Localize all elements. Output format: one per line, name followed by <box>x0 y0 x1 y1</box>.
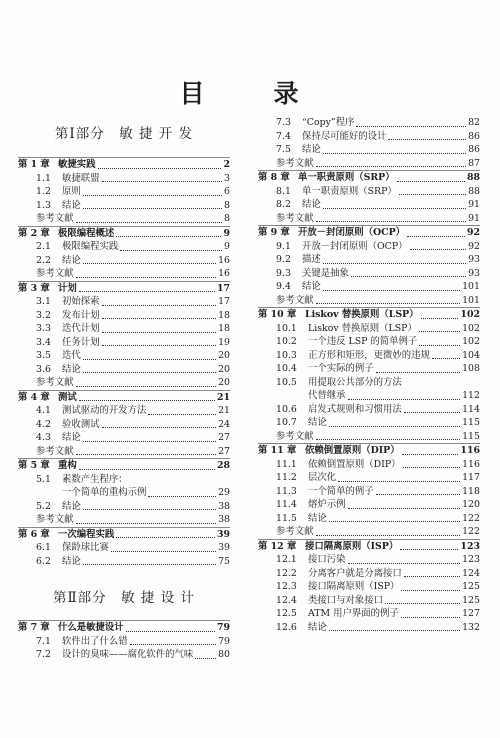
section-number: 11.5 <box>276 512 297 524</box>
toc-chapter[interactable] <box>18 459 230 473</box>
section-number: 10.5 <box>276 376 297 388</box>
section-number: 9.4 <box>276 281 291 292</box>
toc-right-column <box>258 116 480 634</box>
section-number: 6.2 <box>36 555 51 567</box>
page-number: 122 <box>462 526 480 537</box>
toc-section[interactable] <box>258 240 480 254</box>
page-number: 116 <box>460 445 480 456</box>
toc-chapter[interactable] <box>18 621 230 635</box>
page-number: 88 <box>468 185 480 197</box>
toc-references[interactable] <box>18 376 230 390</box>
section-title: 结论 <box>302 281 321 292</box>
page-number: 115 <box>462 430 480 442</box>
section-title: 类接口与对象接口 <box>308 594 384 606</box>
section-title: 熔炉示例 <box>308 499 346 510</box>
toc-references[interactable] <box>258 430 480 444</box>
references-title: 参考文献 <box>276 212 314 224</box>
section-title: 依赖倒置原则（DIP） <box>308 458 401 470</box>
page-number: 27 <box>218 445 230 457</box>
chapter-number: 第 2 章 <box>18 227 50 239</box>
page-number: 93 <box>468 254 480 265</box>
toc-references[interactable] <box>18 267 230 281</box>
chapter-title: 依赖倒置原则（DIP） <box>305 445 400 456</box>
page-number: 9 <box>223 227 230 239</box>
page-number: 75 <box>218 555 230 567</box>
chapter-title: 接口隔离原则（ISP） <box>305 540 399 552</box>
page-number: 79 <box>218 635 230 647</box>
section-title: 结论 <box>308 512 327 524</box>
section-title: 迭代计划 <box>62 323 100 334</box>
section-number: 1.1 <box>36 172 51 184</box>
toc-section[interactable] <box>18 322 230 336</box>
section-title: 一个简单的例子 <box>308 485 374 497</box>
section-title: 软件出了什么错 <box>62 635 128 647</box>
section-title: 素数产生程序： <box>62 473 128 485</box>
toc-section[interactable] <box>258 349 480 363</box>
toc-section[interactable] <box>258 553 480 567</box>
page-number: 91 <box>468 199 480 210</box>
section-title: 开放－封闭原则（OCP） <box>302 240 408 252</box>
section-title: 原则 <box>62 186 81 197</box>
section-number: 9.2 <box>276 254 291 265</box>
section-title: 发布计划 <box>62 309 100 321</box>
section-number: 1.2 <box>36 186 51 197</box>
section-number: 5.2 <box>36 500 51 512</box>
section-title: 接口隔离原则（ISP） <box>308 581 400 592</box>
chapter-title: 重构 <box>58 460 77 471</box>
section-title: 结论 <box>62 199 81 211</box>
page-number: 114 <box>462 403 480 415</box>
section-number: 3.5 <box>36 350 51 361</box>
toc-section[interactable] <box>18 254 230 268</box>
page-number: 29 <box>218 487 230 498</box>
page-number: 18 <box>218 309 230 321</box>
page-number: 87 <box>468 157 480 169</box>
section-number: 9.1 <box>276 240 291 252</box>
toc-section[interactable] <box>258 267 480 281</box>
page-number: 117 <box>462 472 480 483</box>
toc-section[interactable] <box>258 403 480 417</box>
page-number: 118 <box>462 485 480 497</box>
page-number: 123 <box>460 540 480 552</box>
section-title: 结论 <box>302 199 321 210</box>
toc-section[interactable] <box>258 594 480 608</box>
toc-references[interactable] <box>258 157 480 171</box>
section-number: 7.4 <box>276 130 291 142</box>
references-title: 参考文献 <box>36 514 74 525</box>
section-number: 7.5 <box>276 144 291 155</box>
toc-section[interactable] <box>258 458 480 472</box>
section-title: 极限编程实践 <box>62 241 119 252</box>
section-title: 验收测试 <box>62 418 100 430</box>
section-title: 描述 <box>302 254 321 265</box>
section-title: 保持尽可能好的设计 <box>302 130 387 142</box>
toc-section[interactable] <box>258 335 480 349</box>
page-number: 124 <box>462 567 480 579</box>
toc-section[interactable] <box>258 621 480 635</box>
section-number: 8.1 <box>276 185 291 197</box>
toc-section[interactable] <box>18 349 230 363</box>
page-number: 122 <box>462 512 480 524</box>
section-number: 3.6 <box>36 363 51 375</box>
toc-chapter[interactable] <box>18 528 230 542</box>
references-title: 参考文献 <box>36 377 74 388</box>
page-number: 17 <box>218 296 230 307</box>
part-heading: 第Ⅰ部分 敏 捷 开 发 <box>54 126 194 142</box>
page-number: 91 <box>468 212 480 224</box>
page-number: 86 <box>468 144 480 155</box>
toc-section[interactable] <box>258 116 480 130</box>
section-number: 6.1 <box>36 542 51 553</box>
section-number: 4.3 <box>36 432 51 443</box>
chapter-number: 第 8 章 <box>258 172 290 183</box>
toc-section[interactable] <box>258 512 480 526</box>
references-title: 参考文献 <box>36 213 74 224</box>
page-number: 108 <box>462 363 480 374</box>
section-number: 3.4 <box>36 336 51 348</box>
section-title: 用提取公共部分的方法 <box>308 376 402 388</box>
page-number: 18 <box>218 323 230 334</box>
toc-section[interactable] <box>18 404 230 418</box>
section-number: 10.7 <box>276 417 297 428</box>
section-title: 结论 <box>62 254 81 266</box>
page-number: 16 <box>218 254 230 266</box>
section-number: 3.1 <box>36 296 51 307</box>
page-number: 127 <box>462 608 480 619</box>
toc-chapter[interactable] <box>258 226 480 240</box>
section-title: 一个实际的例子 <box>308 363 374 374</box>
toc-section[interactable] <box>258 580 480 594</box>
page-number: 28 <box>216 460 230 471</box>
page-title: 目 录 <box>179 79 321 108</box>
toc-section[interactable] <box>18 363 230 377</box>
section-number: 12.2 <box>276 567 297 579</box>
page-number: 102 <box>460 309 480 320</box>
page-number: 38 <box>218 500 230 512</box>
chapter-number: 第 5 章 <box>18 460 50 471</box>
section-number: 2.2 <box>36 254 51 266</box>
page-number: 125 <box>462 594 480 606</box>
toc-chapter[interactable] <box>258 308 480 322</box>
section-title: 初始探索 <box>62 296 100 307</box>
references-title: 参考文献 <box>36 268 74 279</box>
toc-references[interactable] <box>18 212 230 226</box>
toc-references[interactable] <box>18 513 230 527</box>
section-number: 12.3 <box>276 581 297 592</box>
section-number: 11.2 <box>276 472 297 483</box>
section-title: 测试驱动的开发方法 <box>62 405 147 416</box>
toc-section[interactable] <box>258 185 480 199</box>
references-title: 参考文献 <box>36 445 74 457</box>
page-number: 93 <box>468 267 480 279</box>
page-number: 92 <box>468 240 480 252</box>
section-number: 8.2 <box>276 199 291 210</box>
section-number: 9.3 <box>276 267 291 279</box>
toc-section[interactable] <box>18 336 230 350</box>
toc-references[interactable] <box>18 445 230 459</box>
toc-references[interactable] <box>258 525 480 539</box>
section-title: 迭代 <box>62 350 81 361</box>
chapter-title: 一次编程实践 <box>58 528 115 540</box>
page-number: 17 <box>216 282 230 294</box>
section-title: 接口污染 <box>308 554 346 565</box>
section-title: 正方形和矩形，更微妙的违规 <box>308 349 430 361</box>
chapter-number: 第 9 章 <box>258 227 290 238</box>
references-title: 参考文献 <box>276 157 314 169</box>
page-number: 20 <box>218 363 230 375</box>
section-number: 4.1 <box>36 405 51 416</box>
section-title: 任务计划 <box>62 336 100 348</box>
toc-section[interactable] <box>18 648 230 662</box>
page-number: 3 <box>224 172 230 184</box>
page-number: 16 <box>218 268 230 279</box>
toc-section[interactable] <box>18 431 230 445</box>
toc-references[interactable] <box>258 212 480 226</box>
toc-section[interactable] <box>258 471 480 485</box>
section-title: 敏捷联盟 <box>62 172 100 184</box>
section-title-continued: 一个简单的重构示例 <box>62 487 147 498</box>
section-title: 结论 <box>62 500 81 512</box>
page-number: 20 <box>218 350 230 361</box>
page-number: 92 <box>466 227 480 238</box>
toc-section[interactable] <box>258 567 480 581</box>
page-number: 80 <box>218 649 230 660</box>
toc-section[interactable] <box>258 280 480 294</box>
toc-section[interactable] <box>258 253 480 267</box>
page-number: 101 <box>462 281 480 292</box>
section-number: 10.3 <box>276 349 297 361</box>
chapter-number: 第 6 章 <box>18 528 50 540</box>
page-number: 101 <box>462 294 480 306</box>
toc-section[interactable] <box>18 185 230 199</box>
page-number: 39 <box>218 542 230 553</box>
section-title: 层次化 <box>308 472 337 483</box>
section-number: 7.3 <box>276 117 291 128</box>
section-title: 结论 <box>308 621 327 633</box>
chapter-number: 第 7 章 <box>18 622 50 633</box>
toc-chapter[interactable] <box>258 540 480 554</box>
section-title: 结论 <box>62 555 81 567</box>
section-title: 一个违反 LSP 的简单例子 <box>308 336 418 347</box>
page-number: 8 <box>224 213 230 224</box>
toc-section[interactable] <box>18 500 230 514</box>
page-number: 115 <box>462 417 480 428</box>
toc-chapter[interactable] <box>258 171 480 185</box>
chapter-number: 第 4 章 <box>18 391 50 403</box>
toc-chapter[interactable] <box>18 227 230 241</box>
page-number: 104 <box>462 349 480 361</box>
toc-section[interactable] <box>258 143 480 157</box>
page-number: 125 <box>462 581 480 592</box>
toc-section[interactable] <box>18 309 230 323</box>
section-title: 分离客户就是分离接口 <box>308 567 402 579</box>
toc-section[interactable] <box>258 322 480 336</box>
chapter-title: 敏捷实践 <box>58 159 96 170</box>
page-number: 9 <box>224 241 230 252</box>
section-title: 保龄球比赛 <box>62 542 109 553</box>
part-heading: 第Ⅱ部分 敏 捷 设 计 <box>52 590 196 606</box>
chapter-title: 计划 <box>58 282 77 294</box>
toc-section[interactable] <box>18 555 230 569</box>
section-number: 7.2 <box>36 649 51 660</box>
toc-section[interactable] <box>18 295 230 309</box>
section-title: 结论 <box>62 432 81 443</box>
toc-section[interactable] <box>18 199 230 213</box>
toc-section[interactable] <box>18 473 230 500</box>
page-number: 19 <box>218 336 230 348</box>
section-title: 结论 <box>308 417 327 428</box>
section-title: 设计的臭味——腐化软件的气味 <box>62 649 194 660</box>
page-number: 8 <box>224 199 230 211</box>
section-number: 7.1 <box>36 635 51 647</box>
toc-references[interactable] <box>258 294 480 308</box>
chapter-title: 单一职责原则（SRP） <box>298 172 395 183</box>
section-number: 10.1 <box>276 322 297 334</box>
page-number: 102 <box>462 322 480 334</box>
chapter-number: 第 1 章 <box>18 159 50 170</box>
section-number: 5.1 <box>36 473 51 485</box>
toc-section[interactable] <box>258 362 480 376</box>
chapter-title: 开放－封闭原则（OCP） <box>298 227 406 238</box>
section-number: 10.6 <box>276 403 297 415</box>
page-number: 20 <box>218 377 230 388</box>
section-number: 10.2 <box>276 336 297 347</box>
toc-section[interactable] <box>18 418 230 432</box>
toc-section[interactable] <box>258 416 480 430</box>
section-number: 12.1 <box>276 554 297 565</box>
page-number: 38 <box>218 514 230 525</box>
chapter-number: 第 10 章 <box>258 309 297 320</box>
toc-left-column <box>18 122 230 662</box>
section-title: Liskov 替换原则（LSP） <box>308 322 417 334</box>
toc-section[interactable] <box>258 607 480 621</box>
page-number: 21 <box>216 391 230 403</box>
references-title: 参考文献 <box>276 526 314 537</box>
toc-chapter[interactable] <box>18 391 230 405</box>
page-number: 79 <box>216 622 230 633</box>
toc-section[interactable] <box>18 240 230 254</box>
section-title-continued: 代替继承 <box>308 390 346 401</box>
toc-section[interactable] <box>258 198 480 212</box>
section-title: 关键是抽象 <box>302 267 349 279</box>
page-number: 82 <box>468 117 480 128</box>
toc-section[interactable] <box>258 130 480 144</box>
page-number: 86 <box>468 130 480 142</box>
section-title: 启发式规则和习惯用法 <box>308 403 402 415</box>
chapter-title: 极限编程概述 <box>58 227 115 239</box>
toc-section[interactable] <box>258 376 480 403</box>
chapter-number: 第 11 章 <box>258 445 297 456</box>
toc-section[interactable] <box>18 172 230 186</box>
toc-chapter[interactable] <box>258 444 480 458</box>
section-number: 11.4 <box>276 499 297 510</box>
section-number: 4.2 <box>36 418 51 430</box>
section-title: 单一职责原则（SRP） <box>302 185 397 197</box>
toc-section[interactable] <box>258 485 480 499</box>
section-title: 结论 <box>62 363 81 375</box>
page-number: 6 <box>224 186 230 197</box>
page-number: 88 <box>466 172 480 183</box>
chapter-title: Liskov 替换原则（LSP） <box>305 309 419 320</box>
page-number: 2 <box>223 159 230 170</box>
references-title: 参考文献 <box>276 294 314 306</box>
chapter-number: 第 12 章 <box>258 540 297 552</box>
section-number: 11.3 <box>276 485 297 497</box>
page-number: 132 <box>462 621 480 633</box>
toc-section[interactable] <box>258 498 480 512</box>
section-number: 11.1 <box>276 458 297 470</box>
page-number: 102 <box>462 336 480 347</box>
section-number: 3.3 <box>36 323 51 334</box>
section-number: 12.4 <box>276 594 297 606</box>
page-number: 120 <box>462 499 480 510</box>
toc-chapter[interactable] <box>18 282 230 296</box>
page-number: 24 <box>218 418 230 430</box>
section-number: 12.5 <box>276 608 297 619</box>
section-title: ATM 用户界面的例子 <box>308 608 399 619</box>
toc-section[interactable] <box>18 541 230 555</box>
toc-chapter[interactable] <box>18 158 230 172</box>
references-title: 参考文献 <box>276 430 314 442</box>
section-number: 2.1 <box>36 241 51 252</box>
page-number: 21 <box>218 405 230 416</box>
page-number: 27 <box>218 432 230 443</box>
section-number: 10.4 <box>276 363 297 374</box>
section-title: 结论 <box>302 144 321 155</box>
chapter-title: 什么是敏捷设计 <box>58 622 124 633</box>
chapter-number: 第 3 章 <box>18 282 50 294</box>
section-number: 1.3 <box>36 199 51 211</box>
page-number: 39 <box>216 528 230 540</box>
section-number: 12.6 <box>276 621 297 633</box>
section-title: “Copy”程序 <box>302 117 355 128</box>
page-number: 112 <box>462 390 480 401</box>
toc-section[interactable] <box>18 635 230 649</box>
page-number: 123 <box>462 554 480 565</box>
page-number: 116 <box>462 458 480 470</box>
chapter-title: 测试 <box>58 391 77 403</box>
section-number: 3.2 <box>36 309 51 321</box>
